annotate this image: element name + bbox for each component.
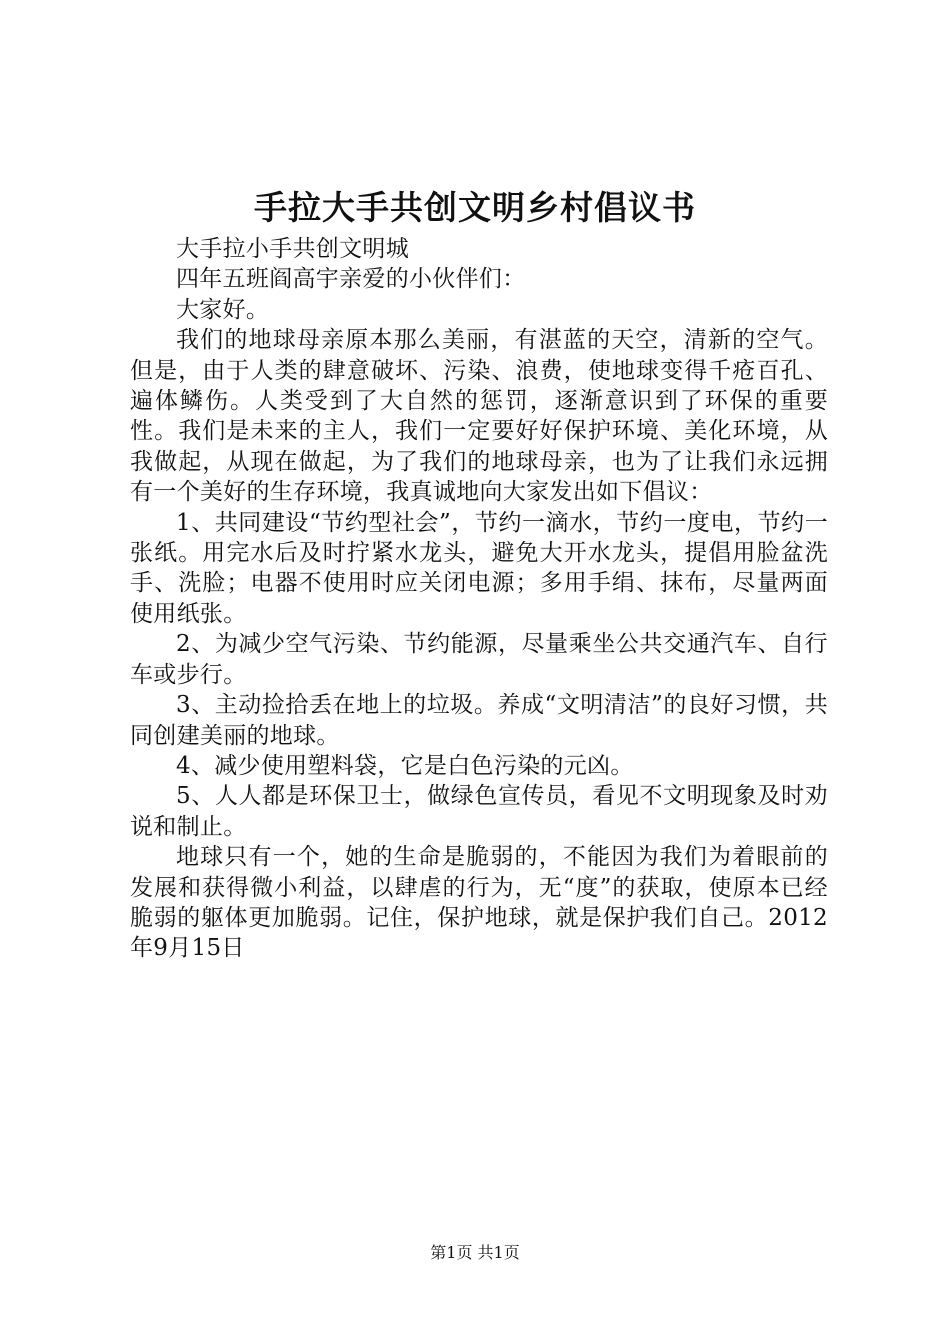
paragraph-subtitle: 大手拉小手共创文明城 [176, 236, 409, 262]
paragraph-proposal-3: 3、主动捡拾丢在地上的垃圾。养成“文明清洁”的良好习惯，共同创建美丽的地球。 [130, 692, 828, 749]
paragraph-proposal-1: 1、共同建设“节约型社会”，节约一滴水，节约一度电，节约一张纸。用完水后及时拧紧水龙头，避免大开水龙头，提倡用脸盆洗手、洗脸；电器不使用时应关闭电源；多用手绢、抹布，尽量两面使用纸张。 [130, 509, 828, 627]
page-footer: 第1页 共1页 [430, 1243, 520, 1262]
paragraph-proposal-5: 5、人人都是环保卫士，做绿色宣传员，看见不文明现象及时劝说和制止。 [130, 783, 828, 840]
paragraph-salutation: 四年五班阎高宇亲爱的小伙伴们： [176, 266, 526, 293]
document-body [130, 234, 828, 964]
page-title: 手拉大手共创文明乡村倡议书 [254, 188, 696, 227]
paragraph-intro: 我们的地球母亲原本那么美丽，有湛蓝的天空，清新的空气。但是，由于人类的肆意破坏、污染、浪费，使地球变得千疮百孔、遍体鳞伤。人类受到了大自然的惩罚，逐渐意识到了环保的重要性。我们是未来的主人，我们一定要好好保护环境、美化环境，从我做起，从现在做起，为了我们的地球母亲，也为了让我们永远拥有一个美好的生存环境，我真诚地向大家发出如下倡议： [130, 327, 828, 506]
paragraph-greeting: 大家好。 [176, 296, 270, 323]
paragraph-proposal-2: 2、为减少空气污染、节约能源，尽量乘坐公共交通汽车、自行车或步行。 [130, 631, 828, 688]
paragraph-closing: 地球只有一个，她的生命是脆弱的，不能因为我们为着眼前的发展和获得微小利益，以肆虐的行为，无“度”的获取，使原本已经脆弱的躯体更加脆弱。记住，保护地球，就是保护我们自己。2012年9月15日 [130, 844, 828, 962]
paragraph-proposal-4: 4、减少使用塑料袋，它是白色污染的元凶。 [176, 752, 634, 779]
